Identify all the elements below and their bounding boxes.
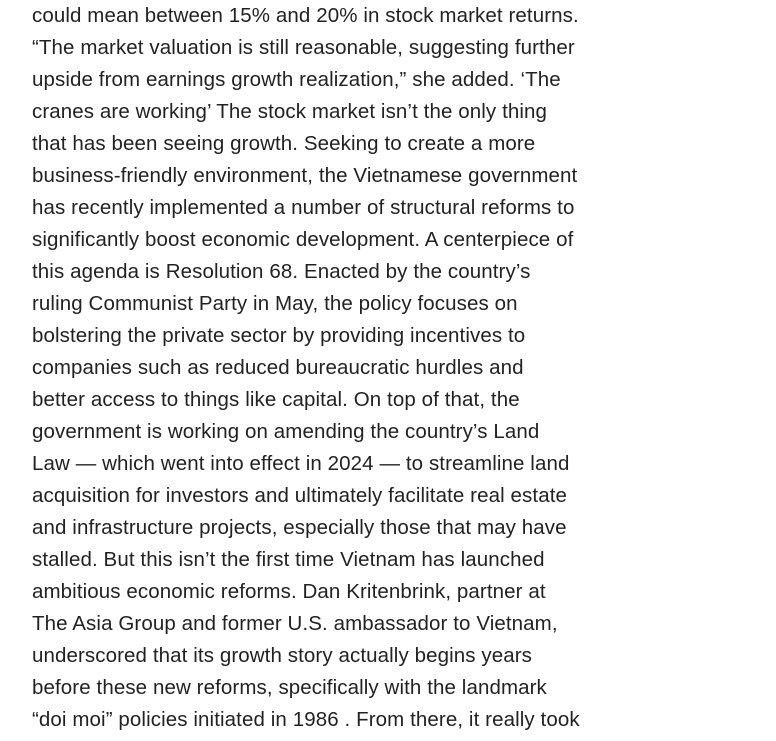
article-line: bolstering the private sector by providing incentives to bbox=[32, 324, 526, 347]
article-line: better access to things like capital. On top of that, the bbox=[32, 388, 520, 411]
article-line: and infrastructure projects, especially those that may have bbox=[32, 516, 567, 539]
article-line: this agenda is Resolution 68. Enacted by the country’s bbox=[32, 260, 531, 283]
article-line: Law — which went into effect in 2024 — to streamline land bbox=[32, 452, 570, 475]
article-line: ruling Communist Party in May, the policy focuses on bbox=[32, 292, 518, 315]
article-line: The Asia Group and former U.S. ambassador to Vietnam, bbox=[32, 612, 558, 635]
article-line: “doi moi” policies initiated in 1986 . From there, it really took bbox=[32, 708, 580, 731]
article-line: before these new reforms, specifically with the landmark bbox=[32, 676, 547, 699]
article-line: acquisition for investors and ultimately facilitate real estate bbox=[32, 484, 568, 507]
article-line: companies such as reduced bureaucratic hurdles and bbox=[32, 356, 524, 379]
article-line: “The market valuation is still reasonable, suggesting further bbox=[32, 36, 575, 59]
article-line: could mean between 15% and 20% in stock market returns. bbox=[32, 4, 579, 27]
article-line: underscored that its growth story actually begins years bbox=[32, 644, 533, 667]
article-line: significantly boost economic development. A centerpiece of bbox=[32, 228, 574, 251]
article-line: upside from earnings growth realization,” she added. ‘The bbox=[32, 68, 561, 91]
article-line: cranes are working’ The stock market isn’t the only thing bbox=[32, 100, 548, 123]
article-line: that has been seeing growth. Seeking to create a more bbox=[32, 132, 536, 155]
article-line: government is working on amending the country’s Land bbox=[32, 420, 540, 443]
article-line: has recently implemented a number of structural reforms to bbox=[32, 196, 575, 219]
article-line: stalled. But this isn’t the first time Vietnam has launched bbox=[32, 548, 545, 571]
article-line: business-friendly environment, the Vietnamese government bbox=[32, 164, 578, 187]
article-line: ambitious economic reforms. Dan Kritenbrink, partner at bbox=[32, 580, 546, 603]
article-body bbox=[32, 0, 732, 736]
